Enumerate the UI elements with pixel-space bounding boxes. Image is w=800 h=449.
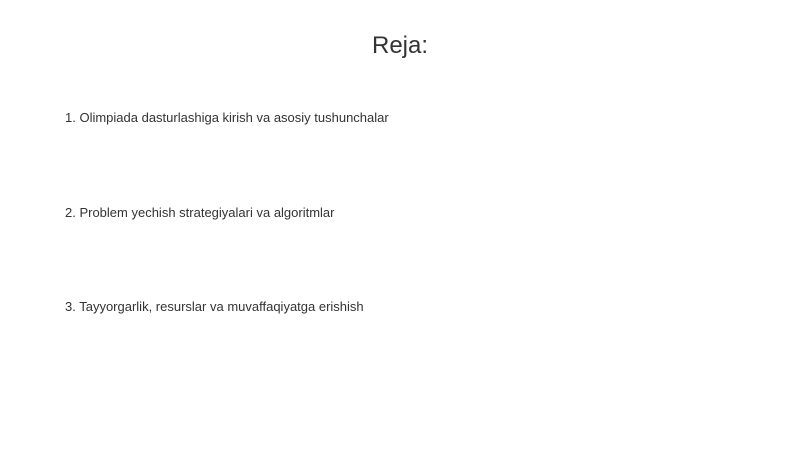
agenda-item-2: 2. Problem yechish strategiyalari va algoritmlar	[65, 205, 335, 220]
slide-title: Reja:	[371, 32, 429, 59]
agenda-item-3: 3. Tayyorgarlik, resurslar va muvaffaqiyatga erishish	[65, 299, 364, 314]
agenda-item-1: 1. Olimpiada dasturlashiga kirish va asosiy tushunchalar	[65, 110, 389, 125]
